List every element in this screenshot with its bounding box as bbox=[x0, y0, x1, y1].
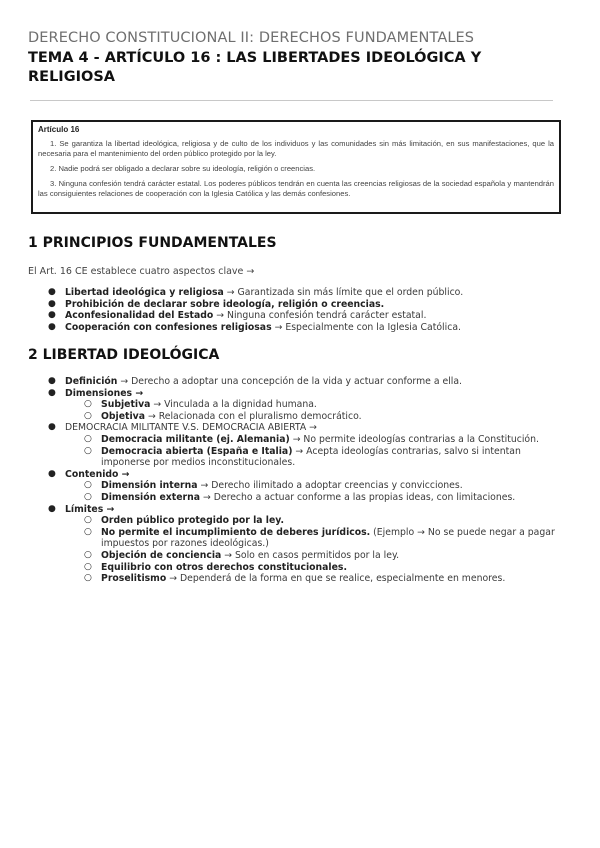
article-paragraph-3: 3. Ninguna confesión tendrá carácter estatal. Los poderes públicos tendrán en cuenta las creencias religiosas de la sociedad española y mantendrán las consiguientes relaciones de cooperación con la Iglesia Católica y las demás confesiones. bbox=[38, 179, 554, 198]
hollow-bullet-icon: ○ bbox=[84, 573, 92, 584]
sub-list bbox=[65, 434, 568, 469]
bullet-icon: ● bbox=[48, 298, 56, 309]
bullet-icon: ● bbox=[48, 376, 56, 386]
list-item: ● Aconfesionalidad del Estado → Ninguna confesión tendrá carácter estatal. bbox=[48, 310, 427, 322]
list-item: ● Libertad ideológica y religiosa → Garantizada sin más límite que el orden público. bbox=[48, 287, 464, 298]
principles-list bbox=[48, 287, 568, 333]
hollow-bullet-icon: ○ bbox=[84, 491, 92, 502]
hollow-bullet-icon: ○ bbox=[84, 480, 92, 491]
section-1-heading: 1 PRINCIPIOS FUNDAMENTALES bbox=[28, 235, 277, 251]
sub-list bbox=[65, 480, 568, 503]
list-item: ● DEMOCRACIA MILITANTE V.S. DEMOCRACIA ABIERTA → ○ Democracia militante (ej. Alemania) → No permite ideologías contrarias a la Constitución. ○ Democracia abierta (España e Italia) → Acepta ideologías contrarias, salvo si intentan imponerse por medios inconstitucionales. bbox=[48, 422, 568, 468]
article-heading: Artículo 16 bbox=[38, 125, 80, 134]
hollow-bullet-icon: ○ bbox=[84, 526, 92, 537]
sub-list-item: ○ Objeción de conciencia → Solo en casos permitidos por la ley. bbox=[84, 549, 400, 561]
hollow-bullet-icon: ○ bbox=[84, 399, 92, 410]
article-quote-box bbox=[31, 120, 561, 214]
article-paragraph-2: 2. Nadie podrá ser obligado a declarar sobre su ideología, religión o creencias. bbox=[50, 164, 316, 173]
sub-list-item: ○ Equilibrio con otros derechos constitucionales. bbox=[84, 561, 347, 573]
hollow-bullet-icon: ○ bbox=[84, 445, 92, 456]
hollow-bullet-icon: ○ bbox=[84, 433, 92, 444]
bullet-icon: ● bbox=[48, 287, 56, 297]
article-paragraph-1: 1. Se garantiza la libertad ideológica, religiosa y de culto de los individuos y las comunidades sin más limitación, en sus manifestaciones, que la necesaria para el mantenimiento del orden público protegido por la ley. bbox=[38, 139, 554, 158]
section-2-heading: 2 LIBERTAD IDEOLÓGICA bbox=[28, 347, 220, 363]
sub-list bbox=[65, 515, 568, 585]
list-item: ● Contenido → ○ Dimensión interna → Derecho ilimitado a adoptar creencias y convicciones. ○ Dimensión externa → Derecho a actuar conforme a las propias ideas, con limitaciones. bbox=[48, 469, 568, 504]
sub-list bbox=[65, 399, 568, 422]
section-1-intro: El Art. 16 CE establece cuatro aspectos clave → bbox=[28, 266, 255, 277]
list-item: ● Dimensiones → ○ Subjetiva → Vinculada a la dignidad humana. ○ Objetiva → Relacionada con el pluralismo democrático. bbox=[48, 388, 568, 423]
ideological-freedom-list bbox=[48, 376, 568, 585]
page-title: TEMA 4 - ARTÍCULO 16 : LAS LIBERTADES IDEOLÓGICA Y RELIGIOSA bbox=[28, 50, 482, 85]
hollow-bullet-icon: ○ bbox=[84, 561, 92, 572]
list-item: ● Límites → ○ Orden público protegido por la ley. ○ No permite el incumplimiento de deberes jurídicos. (Ejemplo → No se puede negar a pagar impuestos por razones ideológicas.) ○ Objeción de conciencia → Solo en casos permitidos por la ley. ○ Equilibrio con otros derechos constitucionales. ○ Proselitismo → Dependerá de la forma en que se realice, especialmente en menores. bbox=[48, 504, 568, 585]
title-divider bbox=[30, 100, 553, 101]
bullet-icon: ● bbox=[48, 503, 56, 514]
sub-list-item: ○ Democracia abierta (España e Italia) → Acepta ideologías contrarias, salvo si intentan imponerse por medios inconstitucionales. bbox=[84, 445, 521, 469]
sub-list-item: ○ Democracia militante (ej. Alemania) → No permite ideologías contrarias a la Constitución. bbox=[84, 433, 539, 445]
bullet-icon: ● bbox=[48, 310, 56, 321]
bullet-icon: ● bbox=[48, 422, 56, 433]
hollow-bullet-icon: ○ bbox=[84, 549, 92, 560]
list-item: ● Cooperación con confesiones religiosas → Especialmente con la Iglesia Católica. bbox=[48, 321, 461, 333]
sub-list-item: ○ Subjetiva → Vinculada a la dignidad humana. bbox=[84, 399, 317, 411]
list-item: ● Prohibición de declarar sobre ideología, religión o creencias. bbox=[48, 298, 385, 310]
course-header: DERECHO CONSTITUCIONAL II: DERECHOS FUNDAMENTALES bbox=[28, 30, 475, 46]
list-item: ● Definición → Derecho a adoptar una concepción de la vida y actuar conforme a ella. bbox=[48, 376, 463, 387]
hollow-bullet-icon: ○ bbox=[84, 515, 92, 526]
bullet-icon: ● bbox=[48, 387, 56, 398]
sub-list-item: ○ Objetiva → Relacionada con el pluralismo democrático. bbox=[84, 410, 362, 422]
sub-list-item: ○ Dimensión externa → Derecho a actuar conforme a las propias ideas, con limitaciones. bbox=[84, 491, 516, 503]
sub-list-item: ○ Orden público protegido por la ley. bbox=[84, 515, 285, 527]
hollow-bullet-icon: ○ bbox=[84, 410, 92, 421]
bullet-icon: ● bbox=[48, 321, 56, 332]
bullet-icon: ● bbox=[48, 468, 56, 479]
sub-list-item: ○ No permite el incumplimiento de deberes jurídicos. (Ejemplo → No se puede negar a pagar impuestos por razones ideológicas.) bbox=[84, 526, 555, 550]
sub-list-item: ○ Dimensión interna → Derecho ilimitado a adoptar creencias y convicciones. bbox=[84, 480, 463, 492]
sub-list-item: ○ Proselitismo → Dependerá de la forma en que se realice, especialmente en menores. bbox=[84, 573, 506, 585]
